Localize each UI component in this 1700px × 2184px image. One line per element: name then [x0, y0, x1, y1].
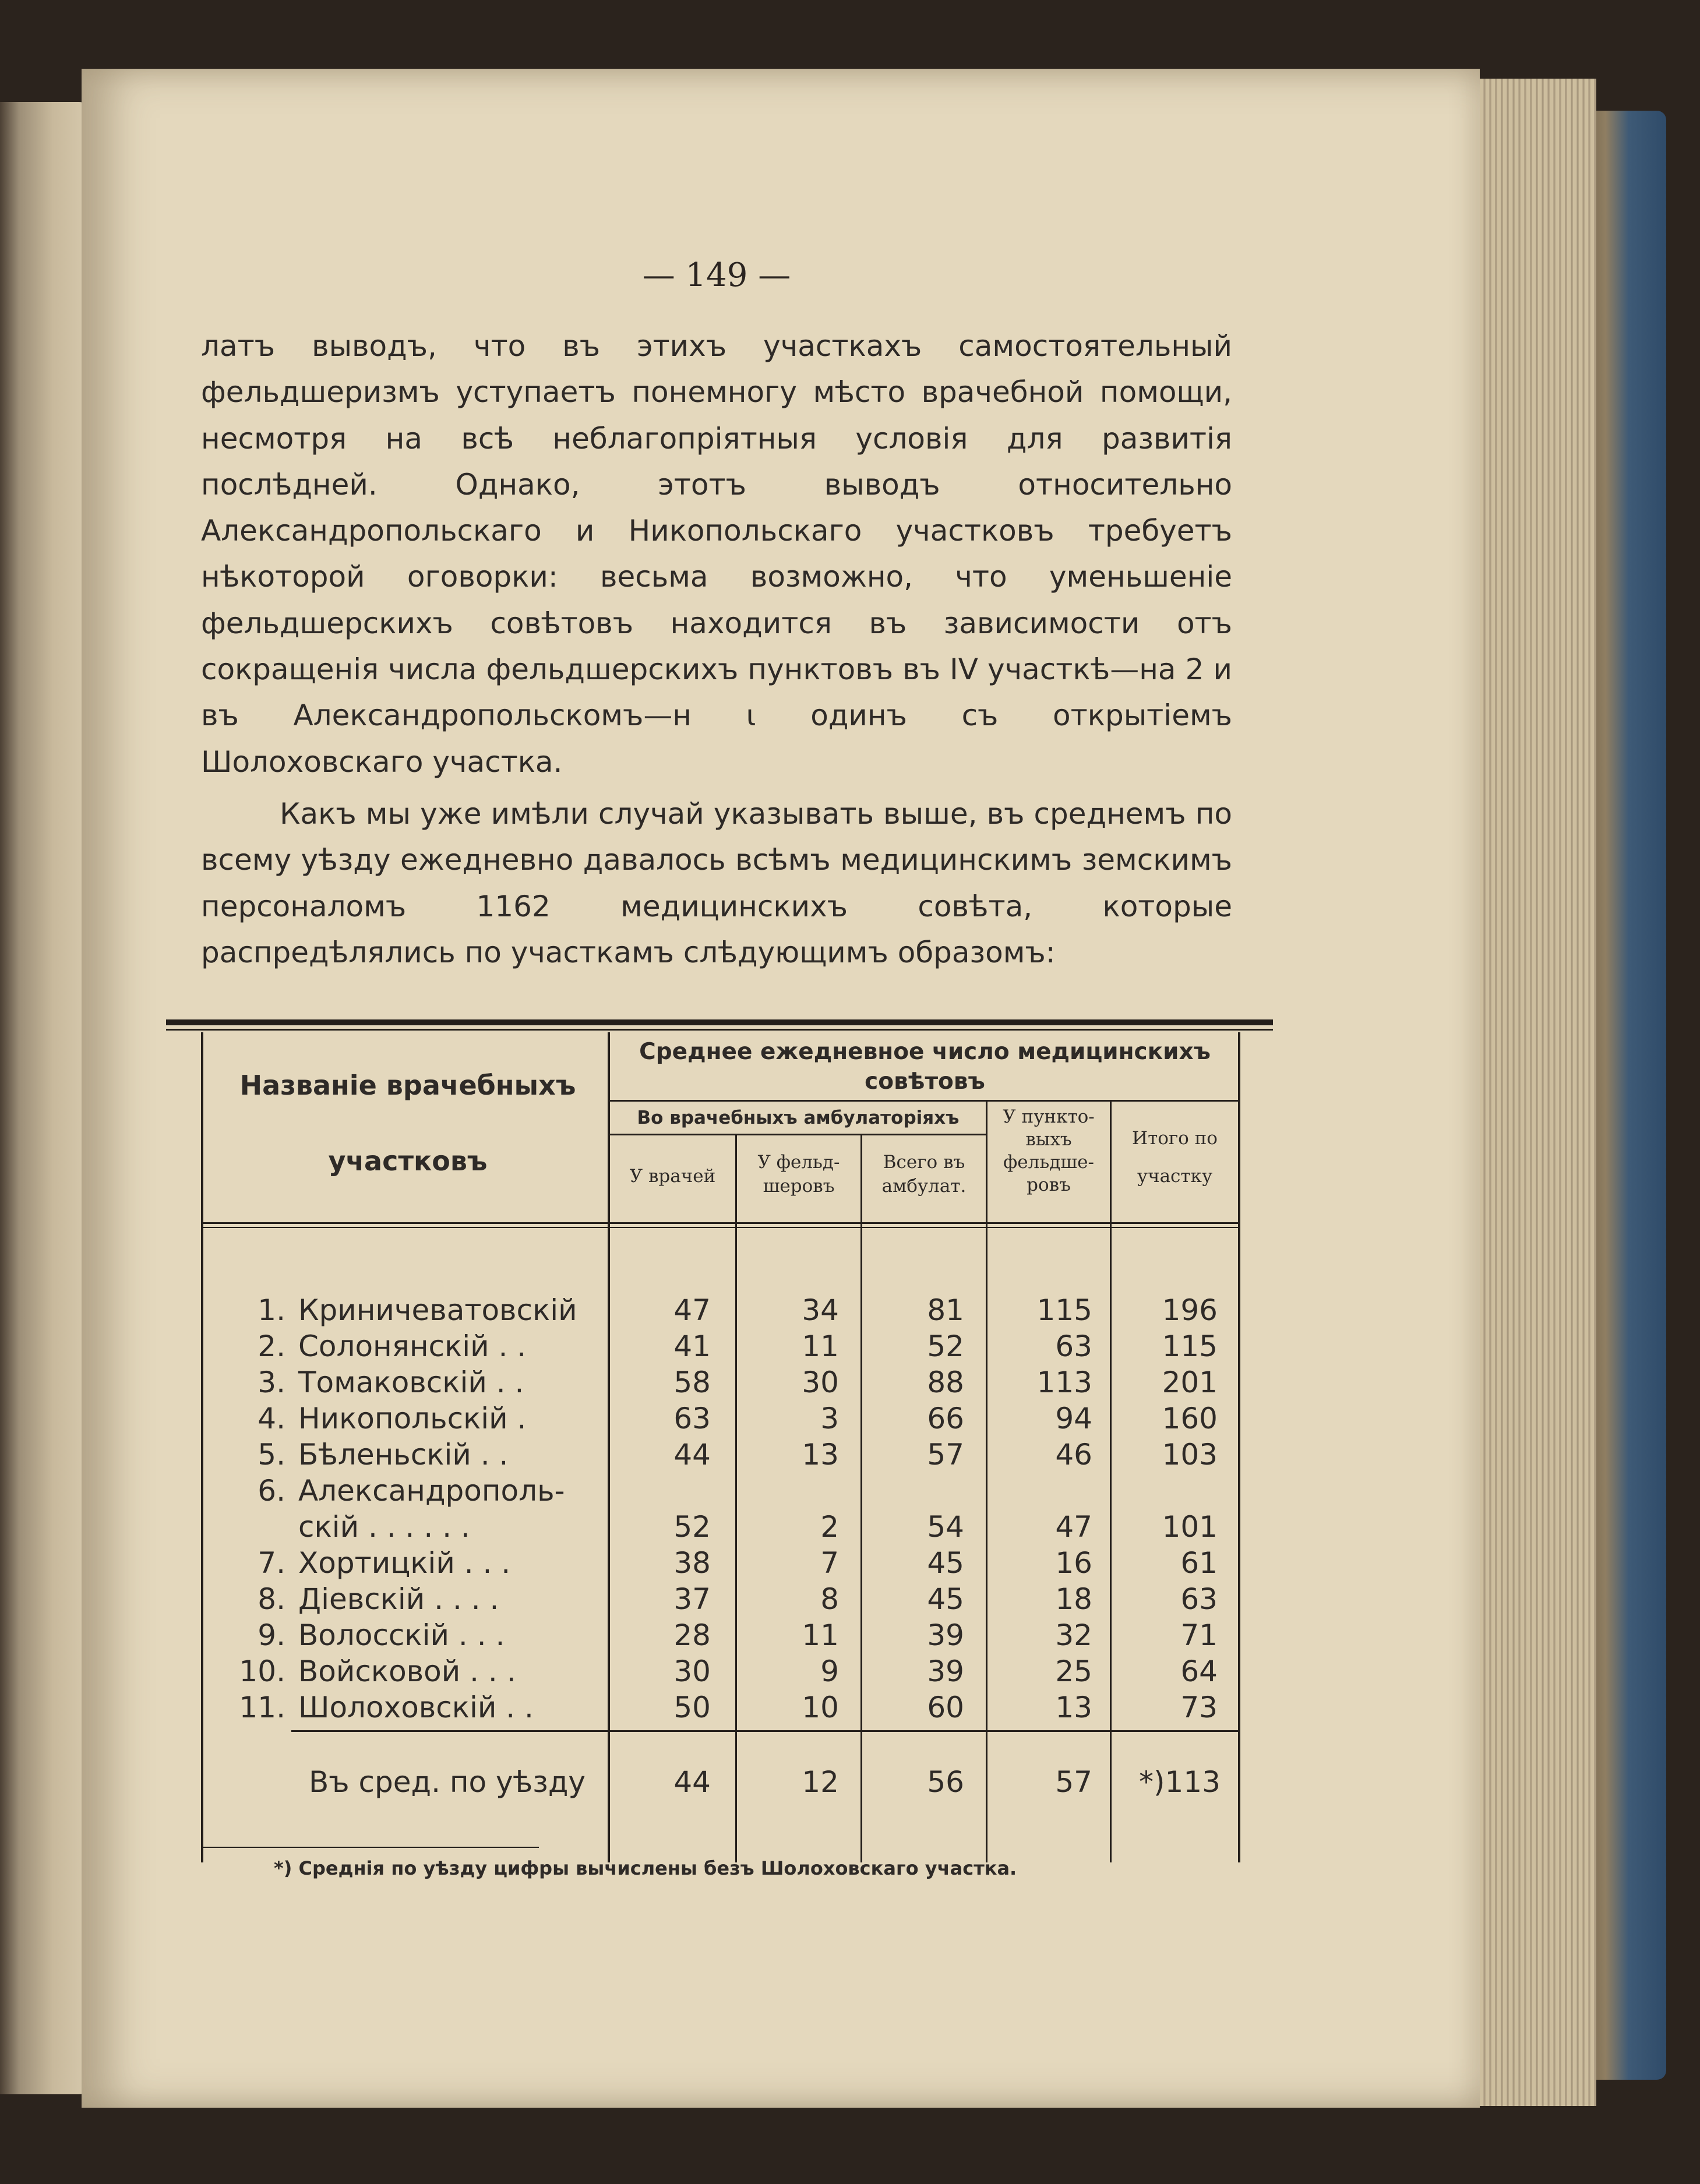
header-name-line1: Названіе врачебныхъ: [239, 1070, 576, 1101]
row-name: Криничеватовскій: [298, 1293, 577, 1327]
header-col-feldshers-l2: шеровъ: [763, 1176, 835, 1197]
row-number: 1.: [258, 1293, 285, 1327]
cell-feldshers: 12: [802, 1765, 839, 1799]
row-number: 10.: [239, 1654, 285, 1688]
cell-total: 196: [1162, 1293, 1218, 1327]
cell-doctors: 44: [673, 1438, 711, 1472]
row-number: 7.: [258, 1546, 285, 1580]
cell-points: 94: [1055, 1402, 1092, 1435]
row-number: 3.: [258, 1366, 285, 1399]
cell-amb-total: 39: [927, 1654, 964, 1688]
cell-doctors: 30: [673, 1654, 711, 1688]
row-name: Діевскій . . . .: [298, 1582, 499, 1616]
row-number: 5.: [258, 1438, 285, 1472]
header-bottom-rule: [203, 1222, 1239, 1224]
table-row: [0, 1653, 1700, 1689]
cell-total: 103: [1162, 1438, 1218, 1472]
page-stack-edge: [1462, 79, 1596, 2106]
cell-total: 61: [1180, 1546, 1218, 1580]
table-row: [0, 1437, 1700, 1473]
cell-doctors: 41: [673, 1329, 711, 1363]
table-row: [0, 1292, 1700, 1328]
average-rule: [291, 1730, 1239, 1732]
cell-doctors: 28: [673, 1618, 711, 1652]
row-name: Бѣленьскій . .: [298, 1438, 509, 1472]
footnote: *) Среднія по уѣзду цифры вычислены безъ Шолоховскаго участка.: [274, 1857, 1017, 1879]
cell-feldshers: 8: [820, 1582, 839, 1616]
cell-amb-total: 56: [927, 1765, 964, 1799]
cell-feldshers: 34: [802, 1293, 839, 1327]
cell-total: 63: [1180, 1582, 1218, 1616]
header-ambulatory: Во врачебныхъ амбулаторіяхъ: [637, 1107, 960, 1128]
row-name: Никопольскій .: [298, 1402, 527, 1435]
cell-amb-total: 60: [927, 1691, 964, 1724]
header-col-points-l4: ровъ: [1027, 1174, 1071, 1195]
cell-total: 64: [1180, 1654, 1218, 1688]
cell-amb-total: 81: [927, 1293, 964, 1327]
cell-doctors: 44: [673, 1765, 711, 1799]
cell-points: 57: [1055, 1765, 1092, 1799]
row-name: Шолоховскій . .: [298, 1691, 534, 1724]
cell-total: 115: [1162, 1329, 1218, 1363]
cell-amb-total: 66: [927, 1402, 964, 1435]
cell-points: 25: [1055, 1654, 1092, 1688]
cell-amb-total: 54: [927, 1510, 964, 1544]
cell-feldshers: 11: [802, 1618, 839, 1652]
row-name: Александрополь-: [298, 1474, 565, 1508]
cell-amb-total: 88: [927, 1366, 964, 1399]
paragraph-2: Какъ мы уже имѣли случай указывать выше, въ среднемъ по всему уѣзду ежедневно давалось всѣмъ медицинскимъ земскимъ персоналомъ 1162 медицинскихъ совѣта, которые распредѣлялись по участкамъ слѣдующимъ образомъ:: [201, 797, 1232, 969]
cell-doctors: 47: [673, 1293, 711, 1327]
cell-amb-total: 57: [927, 1438, 964, 1472]
cell-doctors: 63: [673, 1402, 711, 1435]
row-number: 8.: [258, 1582, 285, 1616]
cell-amb-total: 45: [927, 1582, 964, 1616]
cell-doctors: 38: [673, 1546, 711, 1580]
cell-amb-total: 52: [927, 1329, 964, 1363]
table-row: [0, 1581, 1700, 1617]
page-number: — 149 —: [642, 256, 791, 294]
header-col-amb-total-l1: Всего въ: [883, 1152, 965, 1173]
cell-feldshers: 10: [802, 1691, 839, 1724]
table-row: [0, 1328, 1700, 1364]
table-top-rule: [166, 1019, 1273, 1025]
header-col-total-l1: Итого по: [1132, 1128, 1218, 1149]
header-rule-ambulatory: [608, 1134, 987, 1135]
cell-feldshers: 2: [820, 1510, 839, 1544]
row-name: Солонянскій . .: [298, 1329, 527, 1363]
header-name-line2: участковъ: [328, 1145, 488, 1177]
header-col-total-l2: участку: [1137, 1166, 1213, 1187]
cell-points: 16: [1055, 1546, 1092, 1580]
cell-amb-total: 45: [927, 1546, 964, 1580]
header-col-points-l3: фельдше-: [1003, 1152, 1094, 1173]
header-group-line2: совѣтовъ: [865, 1068, 985, 1095]
row-number: 4.: [258, 1402, 285, 1435]
cell-feldshers: 9: [820, 1654, 839, 1688]
header-col-doctors: У врачей: [629, 1166, 716, 1187]
cell-amb-total: 39: [927, 1618, 964, 1652]
cell-total: 160: [1162, 1402, 1218, 1435]
cell-total: *)113: [1139, 1765, 1221, 1799]
cell-points: 63: [1055, 1329, 1092, 1363]
row-number: 9.: [258, 1618, 285, 1652]
cell-feldshers: 7: [820, 1546, 839, 1580]
cell-total: 101: [1162, 1510, 1218, 1544]
header-group-line1: Среднее ежедневное число медицинскихъ: [639, 1039, 1211, 1065]
cell-feldshers: 13: [802, 1438, 839, 1472]
cell-points: 113: [1036, 1366, 1092, 1399]
table-row: [0, 1617, 1700, 1653]
table-top-rule-thin: [166, 1029, 1273, 1031]
header-col-feldshers-l1: У фельд-: [757, 1152, 840, 1173]
row-name: Войсковой . . .: [298, 1654, 516, 1688]
table-row: [0, 1400, 1700, 1437]
cell-total: 201: [1162, 1366, 1218, 1399]
cell-points: 46: [1055, 1438, 1092, 1472]
header-col-amb-total-l2: амбулат.: [881, 1176, 967, 1197]
cell-total: 71: [1180, 1618, 1218, 1652]
row-name-continued: скій . . . . . .: [298, 1510, 470, 1544]
footnote-rule: [201, 1847, 539, 1848]
row-name: Томаковскій . .: [298, 1366, 524, 1399]
header-rule-group: [608, 1100, 1240, 1102]
table-row-continued: [0, 1509, 1700, 1545]
cell-points: 47: [1055, 1510, 1092, 1544]
cell-doctors: 50: [673, 1691, 711, 1724]
paragraph-1: латъ выводъ, что въ этихъ участкахъ самостоятельный фельдшеризмъ уступаетъ понемногу мѣсто врачебной помощи, несмотря на всѣ неблагопріятныя условія для развитія послѣдней. Однако, этотъ выводъ относительно Александропольскаго и Никопольскаго участковъ требуетъ нѣкоторой оговорки: весьма возможно, что уменьшеніе фельдшерскихъ совѣтовъ находится въ зависимости отъ сокращенія числа фельдшерскихъ пунктовъ въ IV участкѣ—на 2 и въ Александропольскомъ—н ι одинъ съ открытіемъ Шолоховскаго участка.: [201, 329, 1232, 779]
table-row: [0, 1473, 1700, 1509]
cell-feldshers: 30: [802, 1366, 839, 1399]
table-row: [0, 1689, 1700, 1726]
cell-feldshers: 3: [820, 1402, 839, 1435]
cell-total: 73: [1180, 1691, 1218, 1724]
header-col-points-l1: У пункто-: [1003, 1106, 1095, 1127]
cell-feldshers: 11: [802, 1329, 839, 1363]
row-name: Волосскій . . .: [298, 1618, 505, 1652]
average-label: Въ сред. по уѣзду: [309, 1765, 586, 1799]
header-col-points-l2: выхъ: [1025, 1129, 1072, 1150]
row-number: 6.: [258, 1474, 285, 1508]
cell-doctors: 52: [673, 1510, 711, 1544]
row-number: 2.: [258, 1329, 285, 1363]
cell-points: 32: [1055, 1618, 1092, 1652]
table-row-average: [0, 1764, 1700, 1800]
cell-doctors: 37: [673, 1582, 711, 1616]
cell-doctors: 58: [673, 1366, 711, 1399]
row-number: 11.: [239, 1691, 285, 1724]
header-bottom-rule-thin: [203, 1227, 1239, 1228]
table-row: [0, 1364, 1700, 1400]
row-name: Хортицкій . . .: [298, 1546, 511, 1580]
cell-points: 115: [1036, 1293, 1092, 1327]
table-row: [0, 1545, 1700, 1581]
cell-points: 18: [1055, 1582, 1092, 1616]
cell-points: 13: [1055, 1691, 1092, 1724]
